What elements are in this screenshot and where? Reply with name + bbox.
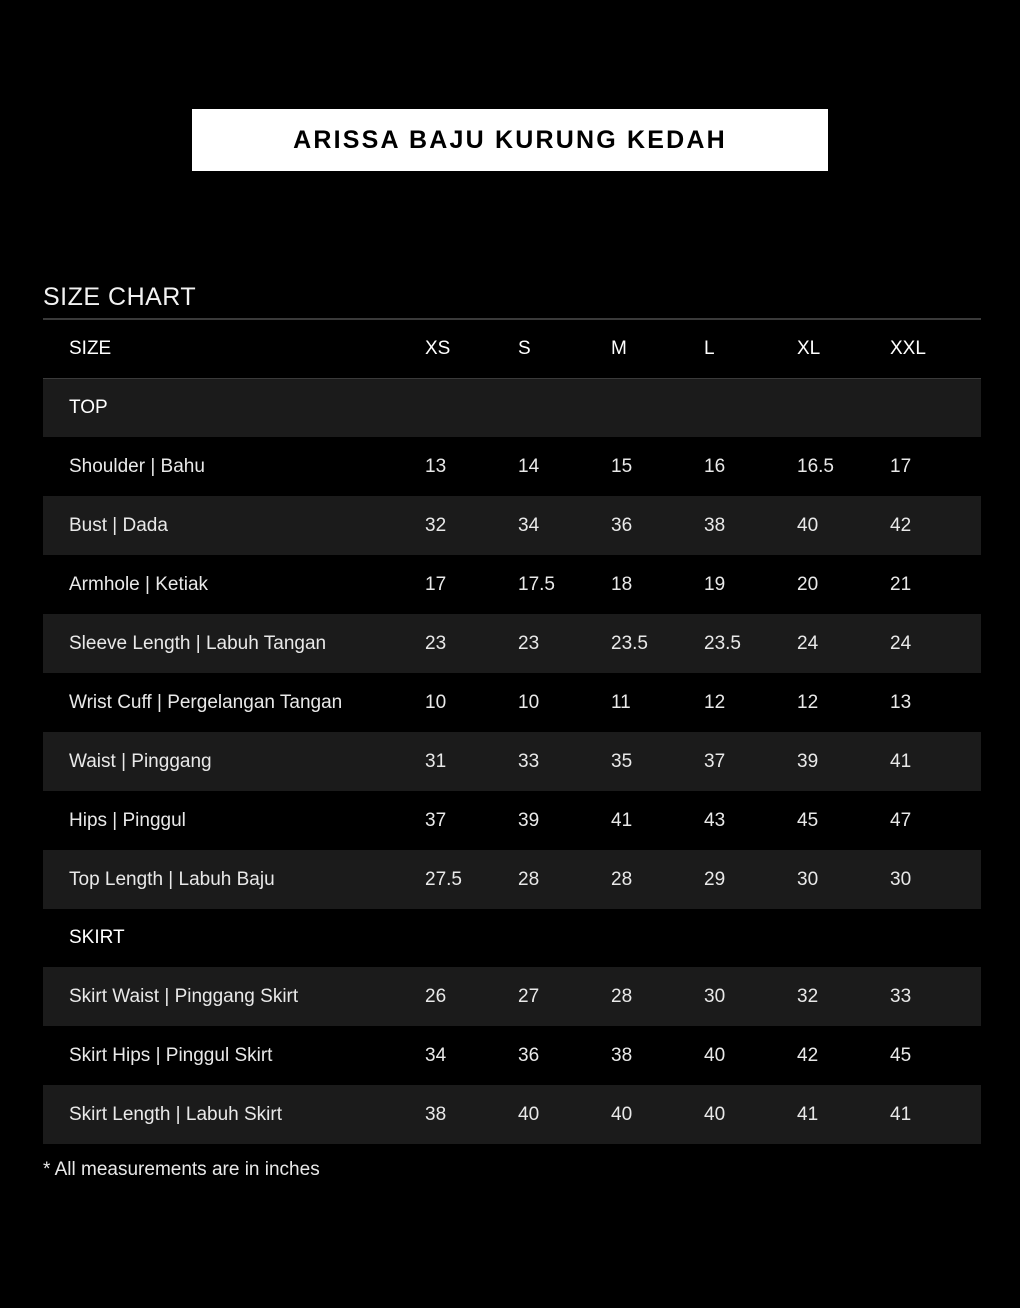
- cell-xl: 20: [795, 555, 888, 614]
- column-header-xxl: XXL: [888, 320, 981, 379]
- cell-xs: 32: [423, 496, 516, 555]
- group-header-skirt: [43, 909, 981, 967]
- cell-s: 27: [516, 967, 609, 1026]
- cell-l: 23.5: [702, 614, 795, 673]
- row-label: Waist | Pinggang: [43, 732, 423, 791]
- table-row: [43, 967, 981, 1026]
- cell-xxl: 41: [888, 732, 981, 791]
- cell-l: 43: [702, 791, 795, 850]
- cell-xs: 23: [423, 614, 516, 673]
- cell-xl: 42: [795, 1026, 888, 1085]
- row-label: Skirt Waist | Pinggang Skirt: [43, 967, 423, 1026]
- cell-m: 15: [609, 437, 702, 496]
- cell-xxl: 42: [888, 496, 981, 555]
- column-header-xl: XL: [795, 320, 888, 379]
- column-header-size: SIZE: [43, 320, 423, 379]
- measurement-footnote: * All measurements are in inches: [43, 1159, 320, 1180]
- cell-xl: 32: [795, 967, 888, 1026]
- group-header-top: [43, 379, 981, 438]
- cell-xl: 16.5: [795, 437, 888, 496]
- cell-s: 40: [516, 1085, 609, 1144]
- row-label: Armhole | Ketiak: [43, 555, 423, 614]
- cell-l: 12: [702, 673, 795, 732]
- table-row: [43, 1026, 981, 1085]
- row-label: Bust | Dada: [43, 496, 423, 555]
- column-header-l: L: [702, 320, 795, 379]
- cell-m: 38: [609, 1026, 702, 1085]
- cell-l: 29: [702, 850, 795, 909]
- row-label: Skirt Hips | Pinggul Skirt: [43, 1026, 423, 1085]
- cell-l: 38: [702, 496, 795, 555]
- cell-m: 35: [609, 732, 702, 791]
- cell-xxl: 47: [888, 791, 981, 850]
- cell-xs: 31: [423, 732, 516, 791]
- table-row: [43, 437, 981, 496]
- cell-s: 23: [516, 614, 609, 673]
- row-label: Wrist Cuff | Pergelangan Tangan: [43, 673, 423, 732]
- column-header-s: S: [516, 320, 609, 379]
- cell-s: 10: [516, 673, 609, 732]
- table-row: [43, 555, 981, 614]
- cell-s: 28: [516, 850, 609, 909]
- cell-s: 36: [516, 1026, 609, 1085]
- cell-xl: 41: [795, 1085, 888, 1144]
- table-row: [43, 791, 981, 850]
- row-label: Skirt Length | Labuh Skirt: [43, 1085, 423, 1144]
- row-label: Sleeve Length | Labuh Tangan: [43, 614, 423, 673]
- cell-s: 39: [516, 791, 609, 850]
- cell-xs: 34: [423, 1026, 516, 1085]
- cell-s: 34: [516, 496, 609, 555]
- cell-xxl: 41: [888, 1085, 981, 1144]
- row-label: Shoulder | Bahu: [43, 437, 423, 496]
- cell-m: 28: [609, 967, 702, 1026]
- group-label-top: TOP: [43, 379, 423, 438]
- cell-xs: 37: [423, 791, 516, 850]
- row-label: Top Length | Labuh Baju: [43, 850, 423, 909]
- size-chart-table: [43, 319, 981, 1144]
- cell-s: 14: [516, 437, 609, 496]
- cell-m: 23.5: [609, 614, 702, 673]
- cell-l: 19: [702, 555, 795, 614]
- cell-xl: 24: [795, 614, 888, 673]
- cell-xxl: 33: [888, 967, 981, 1026]
- cell-xs: 26: [423, 967, 516, 1026]
- table-row: [43, 732, 981, 791]
- cell-s: 33: [516, 732, 609, 791]
- cell-s: 17.5: [516, 555, 609, 614]
- cell-m: 18: [609, 555, 702, 614]
- cell-xxl: 45: [888, 1026, 981, 1085]
- cell-m: 36: [609, 496, 702, 555]
- table-header-row: [43, 320, 981, 379]
- row-label: Hips | Pinggul: [43, 791, 423, 850]
- cell-l: 40: [702, 1085, 795, 1144]
- size-chart-table-wrap: [43, 319, 981, 1144]
- cell-l: 16: [702, 437, 795, 496]
- product-title: ARISSA BAJU KURUNG KEDAH: [293, 125, 727, 154]
- cell-xxl: 21: [888, 555, 981, 614]
- table-row: [43, 496, 981, 555]
- cell-xxl: 13: [888, 673, 981, 732]
- cell-m: 11: [609, 673, 702, 732]
- cell-xl: 12: [795, 673, 888, 732]
- cell-xs: 13: [423, 437, 516, 496]
- cell-xs: 17: [423, 555, 516, 614]
- group-label-skirt: SKIRT: [43, 909, 423, 967]
- title-banner: [192, 109, 828, 171]
- table-row: [43, 1085, 981, 1144]
- cell-xxl: 30: [888, 850, 981, 909]
- cell-xs: 10: [423, 673, 516, 732]
- table-row: [43, 614, 981, 673]
- page-title: SIZE CHART: [43, 283, 197, 311]
- cell-l: 40: [702, 1026, 795, 1085]
- cell-xs: 27.5: [423, 850, 516, 909]
- cell-m: 41: [609, 791, 702, 850]
- cell-xxl: 24: [888, 614, 981, 673]
- cell-xxl: 17: [888, 437, 981, 496]
- column-header-xs: XS: [423, 320, 516, 379]
- cell-xl: 39: [795, 732, 888, 791]
- column-header-m: M: [609, 320, 702, 379]
- cell-l: 37: [702, 732, 795, 791]
- table-row: [43, 850, 981, 909]
- cell-xs: 38: [423, 1085, 516, 1144]
- cell-m: 40: [609, 1085, 702, 1144]
- cell-xl: 40: [795, 496, 888, 555]
- cell-xl: 30: [795, 850, 888, 909]
- cell-m: 28: [609, 850, 702, 909]
- cell-xl: 45: [795, 791, 888, 850]
- table-row: [43, 673, 981, 732]
- cell-l: 30: [702, 967, 795, 1026]
